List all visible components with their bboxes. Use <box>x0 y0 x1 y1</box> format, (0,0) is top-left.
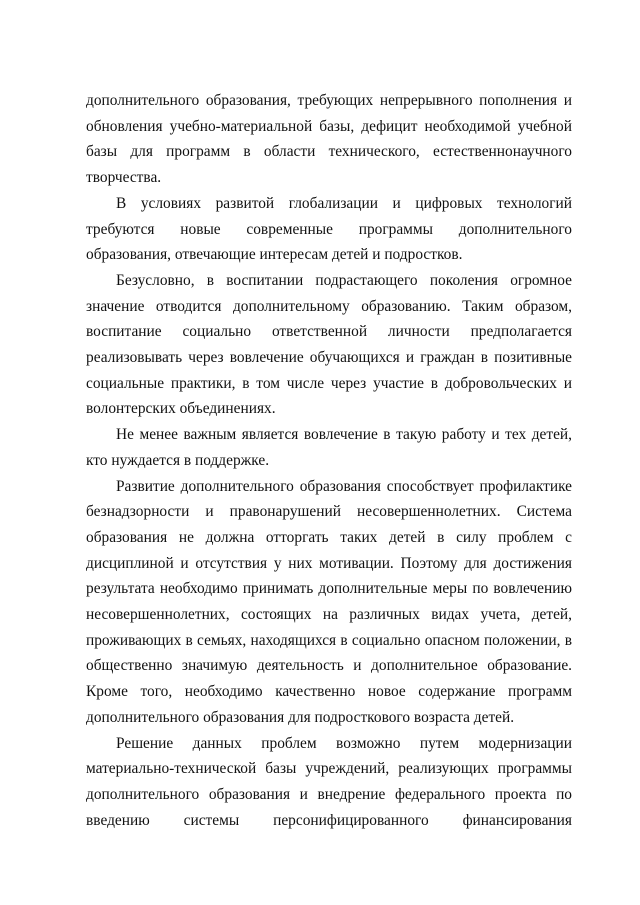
paragraph-globalization: В условиях развитой глобализации и цифровых технологий требуются новые современные программы дополнительного образования, отвечающие интересам детей и подростков. <box>86 194 572 264</box>
paragraph-upbringing: Безусловно, в воспитании подрастающего поколения огромное значение отводится дополнительному образованию. Таким образом, воспитание социально ответственной личности предполагается реализовывать через вовлечение обучающихся и граждан в позитивные социальные практики, в том числе через участие в добровольческих и волонтерских объединениях. <box>86 271 572 418</box>
document-page <box>86 88 572 833</box>
paragraph-modernization: Решение данных проблем возможно путем модернизации материально-технической базы учреждений, реализующих программы дополнительного образования и внедрение федерального проекта по введению системы персонифицированного финансирования <box>86 734 572 829</box>
paragraph-prevention: Развитие дополнительного образования способствует профилактике безнадзорности и правонарушений несовершеннолетних. Система образования не должна отторгать таких детей в силу проблем с дисциплиной и отсутствия у них мотивации. Поэтому для достижения результата необходимо принимать дополнительные меры по вовлечению несовершеннолетних, состоящих на различных видах учета, детей, проживающих в семьях, находящихся в социально опасном положении, в общественно значимую деятельность и дополнительное образование. Кроме того, необходимо качественно новое содержание программ дополнительного образования для подросткового возраста детей. <box>86 477 572 726</box>
paragraph-support: Не менее важным является вовлечение в такую работу и тех детей, кто нуждается в поддержке. <box>86 426 572 469</box>
paragraph-continuation: дополнительного образования, требующих непрерывного пополнения и обновления учебно-материальной базы, дефицит необходимой учебной базы для программ в области технического, естественнонаучного творчества. <box>86 92 572 187</box>
